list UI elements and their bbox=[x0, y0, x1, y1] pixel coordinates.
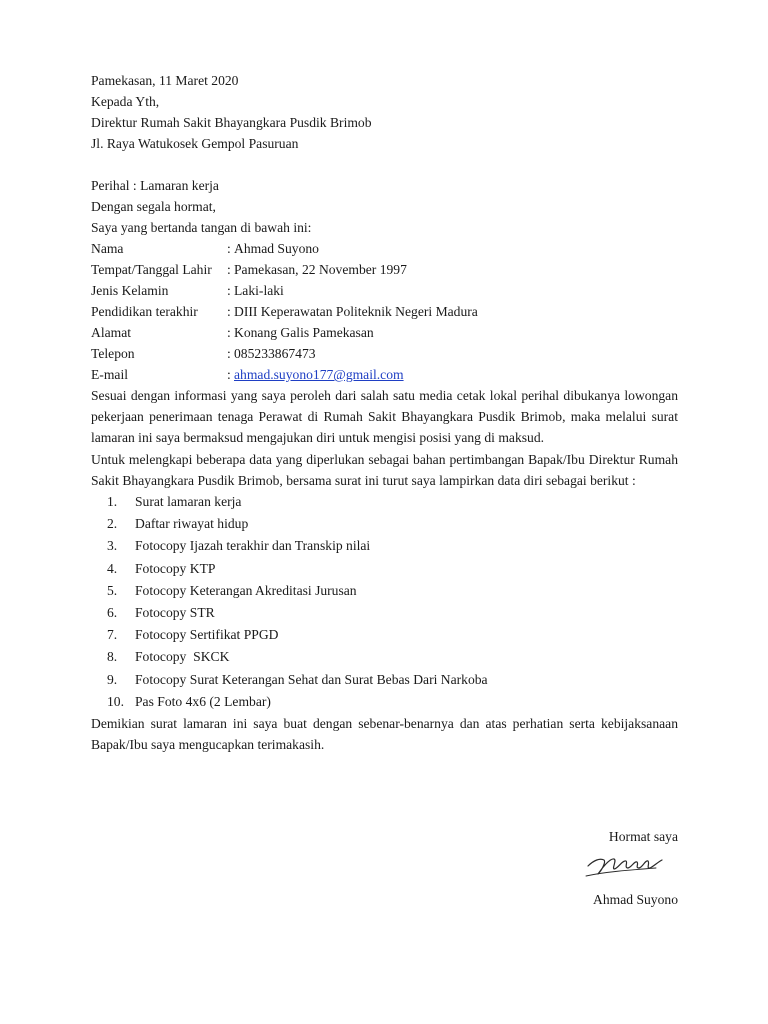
list-number: 6. bbox=[107, 605, 118, 621]
field-gender bbox=[91, 280, 678, 301]
field-value: Pamekasan, 22 November 1997 bbox=[234, 262, 407, 277]
list-text: Pas Foto 4x6 (2 Lembar) bbox=[135, 693, 271, 709]
field-label: E-mail bbox=[91, 367, 128, 382]
field-colon: : bbox=[227, 283, 231, 298]
field-label: Nama bbox=[91, 241, 124, 256]
attachment-list bbox=[91, 491, 678, 713]
list-text: Fotocopy Surat Keterangan Sehat dan Surat Bebas Dari Narkoba bbox=[135, 671, 488, 687]
closing-salutation: Hormat saya bbox=[608, 829, 678, 844]
list-text: Surat lamaran kerja bbox=[135, 494, 242, 510]
list-number: 9. bbox=[107, 671, 118, 687]
field-label: Alamat bbox=[91, 325, 132, 340]
list-number: 4. bbox=[107, 560, 118, 576]
list-item bbox=[91, 602, 678, 624]
list-number: 2. bbox=[107, 516, 118, 532]
list-text: Fotocopy SKCK bbox=[135, 649, 230, 665]
field-label: Pendidikan terakhir bbox=[91, 304, 198, 319]
list-item bbox=[91, 624, 678, 646]
intro: Saya yang bertanda tangan di bawah ini: bbox=[91, 220, 312, 235]
list-number: 5. bbox=[107, 582, 118, 598]
field-birth bbox=[91, 259, 678, 280]
signature-image bbox=[584, 848, 664, 882]
field-colon: : bbox=[227, 304, 231, 319]
recipient-address: Jl. Raya Watukosek Gempol Pasuruan bbox=[91, 136, 299, 151]
list-text: Fotocopy Keterangan Akreditasi Jurusan bbox=[135, 582, 357, 598]
list-number: 1. bbox=[107, 494, 118, 510]
field-colon: : bbox=[227, 241, 231, 256]
list-text: Fotocopy KTP bbox=[135, 560, 216, 576]
field-phone bbox=[91, 343, 678, 364]
list-number: 10. bbox=[107, 693, 124, 709]
place-date: Pamekasan, 11 Maret 2020 bbox=[91, 73, 239, 88]
list-item bbox=[91, 491, 678, 513]
email-link[interactable]: ahmad.suyono177@gmail.com bbox=[234, 367, 404, 382]
list-number: 8. bbox=[107, 649, 118, 665]
list-item bbox=[91, 691, 678, 713]
field-email bbox=[91, 364, 678, 385]
paragraph-closing: Demikian surat lamaran ini saya buat dengan sebenar-benarnya dan atas perhatian serta kebijaksanaan Bapak/Ibu saya mengucapkan terimakasih. bbox=[91, 716, 678, 753]
field-education bbox=[91, 301, 678, 322]
field-value: Konang Galis Pamekasan bbox=[234, 325, 374, 340]
spacer bbox=[91, 154, 678, 175]
greeting: Dengan segala hormat, bbox=[91, 199, 216, 214]
paragraph-attachments-intro: Untuk melengkapi beberapa data yang diperlukan sebagai bahan pertimbangan Bapak/Ibu Direktur Rumah Sakit Bhayangkara Pusdik Brimob, bersama surat ini turut saya lampirkan data diri sebagai berikut : bbox=[91, 451, 678, 488]
subject: Perihal : Lamaran kerja bbox=[91, 178, 219, 193]
salutation-to: Kepada Yth, bbox=[91, 94, 160, 109]
paragraph-intro: Sesuai dengan informasi yang saya peroleh dari salah satu media cetak lokal perihal dibukanya lowongan pekerjaan penerimaan tenaga Perawat di Rumah Sakit Bhayangkara Pusdik Brimob, maka melalui surat lamaran ini saya bermaksud mengajukan diri untuk mengisi posisi yang di maksud. bbox=[91, 388, 678, 446]
personal-details bbox=[91, 238, 678, 385]
list-item bbox=[91, 558, 678, 580]
list-number: 7. bbox=[107, 627, 118, 643]
field-value: Ahmad Suyono bbox=[234, 241, 319, 256]
field-label: Telepon bbox=[91, 346, 135, 361]
field-value: 085233867473 bbox=[234, 346, 316, 361]
list-text: Fotocopy STR bbox=[135, 605, 215, 621]
field-colon: : bbox=[227, 262, 231, 277]
letter-body bbox=[91, 70, 678, 755]
field-value: DIII Keperawatan Politeknik Negeri Madura bbox=[234, 304, 478, 319]
list-item bbox=[91, 646, 678, 668]
field-label: Tempat/Tanggal Lahir bbox=[91, 262, 212, 277]
field-name bbox=[91, 238, 678, 259]
list-number: 3. bbox=[107, 538, 118, 554]
recipient: Direktur Rumah Sakit Bhayangkara Pusdik Brimob bbox=[91, 115, 372, 130]
signer-name: Ahmad Suyono bbox=[593, 892, 678, 907]
field-value: Laki-laki bbox=[234, 283, 284, 298]
field-colon: : bbox=[227, 346, 231, 361]
list-item bbox=[91, 535, 678, 557]
field-colon: : bbox=[227, 367, 231, 382]
list-item bbox=[91, 580, 678, 602]
field-label: Jenis Kelamin bbox=[91, 283, 169, 298]
list-text: Daftar riwayat hidup bbox=[135, 516, 249, 532]
list-text: Fotocopy Ijazah terakhir dan Transkip nilai bbox=[135, 538, 371, 554]
list-item bbox=[91, 513, 678, 535]
field-colon: : bbox=[227, 325, 231, 340]
list-item bbox=[91, 669, 678, 691]
list-text: Fotocopy Sertifikat PPGD bbox=[135, 627, 279, 643]
field-address bbox=[91, 322, 678, 343]
